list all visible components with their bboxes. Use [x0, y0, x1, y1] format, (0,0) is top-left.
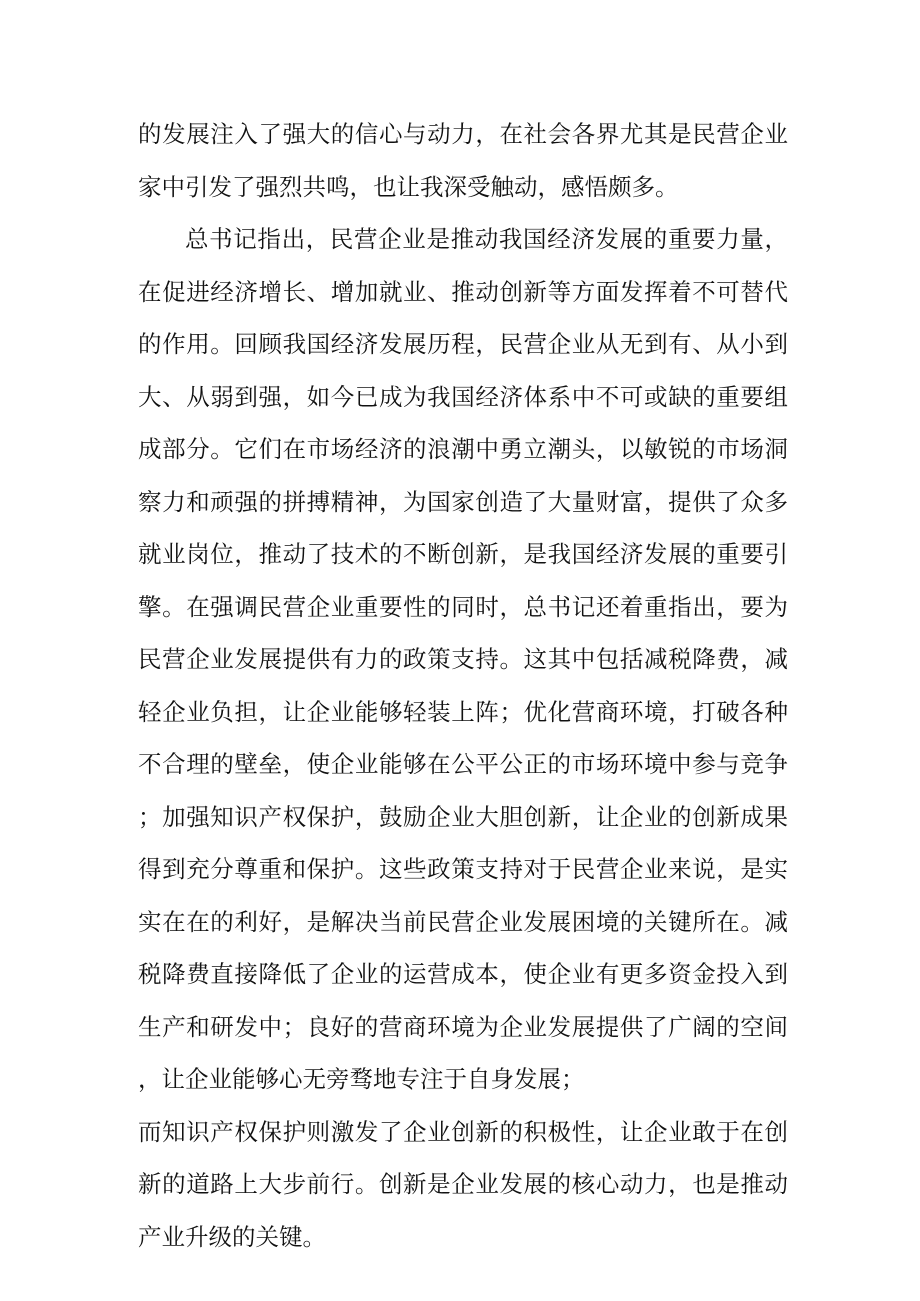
- paragraph-continuation: 的发展注入了强大的信心与动力，在社会各界尤其是民营企业家中引发了强烈共鸣，也让我深受触动，感悟颇多。: [138, 120, 788, 201]
- paragraph-policy-support: 总书记指出，民营企业是推动我国经济发展的重要力量，在促进经济增长、增加就业、推动创新等方面发挥着不可替代的作用。回顾我国经济发展历程，民营企业从无到有、从小到大、从弱到强，如今已成为我国经济体系中不可或缺的重要组成部分。它们在市场经济的浪潮中勇立潮头，以敏锐的市场洞察力和顽强的拼搏精神，为国家创造了大量财富，提供了众多就业岗位，推动了技术的不断创新，是我国经济发展的重要引擎。在强调民营企业重要性的同时，总书记还着重指出，要为民营企业发展提供有力的政策支持。这其中包括减税降费，减轻企业负担，让企业能够轻装上阵；优化营商环境，打破各种不合理的壁垒，使企业能够在公平公正的市场环境中参与竞争；加强知识产权保护，鼓励企业大胆创新，让企业的创新成果得到充分尊重和保护。这些政策支持对于民营企业来说，是实实在在的利好，是解决当前民营企业发展困境的关键所在。减税降费直接降低了企业的运营成本，使企业有更多资金投入到生产和研发中；良好的营商环境为企业发展提供了广阔的空间，让企业能够心无旁骛地专注于自身发展；: [138, 225, 788, 1093]
- paragraph-innovation: 而知识产权保护则激发了企业创新的积极性，让企业敢于在创新的道路上大步前行。创新是企业发展的核心动力，也是推动产业升级的关键。: [138, 1117, 788, 1251]
- document-page: [138, 108, 788, 1263]
